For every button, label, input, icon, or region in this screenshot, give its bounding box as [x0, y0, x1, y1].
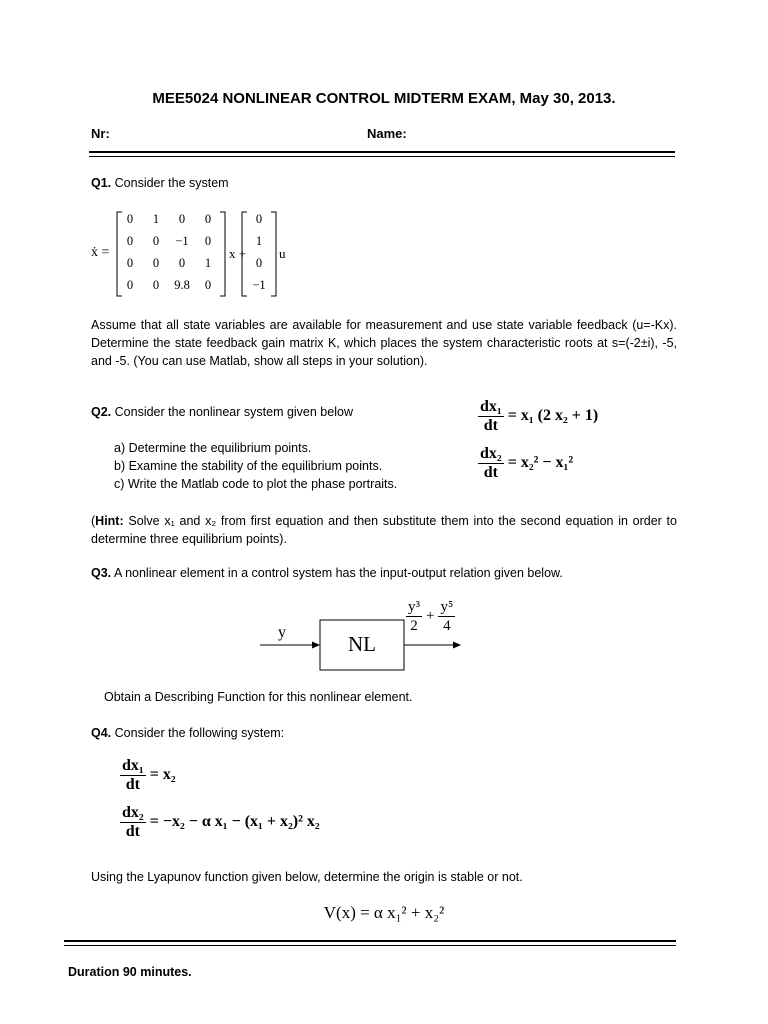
q1-u: u	[279, 246, 286, 261]
q4-label: Q4.	[91, 726, 112, 740]
matrix-a-cell: 0	[126, 256, 134, 270]
matrix-a-cell: 0	[178, 256, 186, 270]
header-rule	[89, 151, 675, 153]
q4-task: Using the Lyapunov function given below, determine the origin is stable or not.	[91, 870, 523, 884]
q3-label: Q3.	[91, 566, 112, 580]
q2-hint-text: Solve x₁ and x₂ from first equation and then substitute them into the second equation in order to determine three equilibrium points).	[91, 514, 677, 546]
q2-eq1-rhs: = x₁ (2 x₂ + 1)	[507, 407, 599, 425]
q4-eq1-den: dt	[125, 776, 140, 793]
q3-out-den2: 4	[443, 618, 451, 634]
q3-out-num2: y⁵	[440, 599, 454, 615]
q1-plus: x +	[229, 246, 247, 261]
q1-heading	[91, 176, 229, 190]
q2-eq1-num: dx₁	[480, 398, 502, 415]
matrix-a-cell: 0	[126, 278, 134, 292]
q3-input-label: y	[278, 624, 286, 641]
q1-lhs: ẋ =	[91, 245, 110, 260]
matrix-a-cell: 1	[152, 212, 160, 226]
q2-eq2-den: dt	[483, 464, 498, 481]
q1-state-equation	[91, 208, 391, 300]
q2-heading	[91, 405, 353, 419]
matrix-a-cell: 0	[204, 212, 212, 226]
q3-block-diagram	[258, 598, 498, 674]
q4-eq1	[120, 757, 176, 794]
q4-eq1-rhs: = x₂	[149, 766, 176, 784]
list-item: c) Write the Matlab code to plot the phase portraits.	[114, 477, 398, 491]
q2-eq1-den: dt	[483, 417, 498, 434]
q3-intro: A nonlinear element in a control system has the input-output relation given below.	[113, 566, 563, 580]
q3-heading	[91, 566, 563, 580]
vector-b-cell: 0	[255, 212, 263, 226]
q4-eq2-rhs: = −x₂ − α x₁ − (x₁ + x₂)² x₂	[149, 813, 320, 831]
matrix-a-cell: 9.8	[174, 278, 190, 292]
list-item: b) Examine the stability of the equilibrium points.	[114, 459, 383, 473]
q3-out-num1: y³	[408, 599, 420, 615]
matrix-a-cell: 1	[204, 256, 212, 270]
matrix-a-cell: −1	[175, 234, 189, 248]
q2-hint-open: (	[91, 514, 96, 528]
q1-intro: Consider the system	[114, 176, 229, 190]
q1-label: Q1.	[91, 176, 112, 190]
footer-rule	[64, 940, 676, 942]
q3-output-expr	[406, 598, 455, 635]
matrix-a-cell: 0	[204, 278, 212, 292]
footer-duration: Duration 90 minutes.	[68, 965, 192, 979]
q2-hint-label: Hint:	[95, 514, 124, 528]
q4-eq2	[120, 804, 320, 841]
q2-intro: Consider the nonlinear system given below	[114, 405, 353, 419]
q2-items	[114, 439, 397, 493]
q3-out-den1: 2	[410, 618, 418, 634]
header-rule-thin	[89, 156, 675, 157]
matrix-a-cell: 0	[126, 212, 134, 226]
q1-text: Assume that all state variables are available for measurement and use state variable feedback (u=-Kx). Determine the state feedback gain matrix K, which places the system characteristic roots at s=(-2±i), -5, and -5. (You can use Matlab, show all steps in your solution).	[91, 318, 677, 368]
q4-intro: Consider the following system:	[114, 726, 285, 740]
q3-out-plus: +	[426, 608, 435, 625]
matrix-a-cell: 0	[152, 234, 160, 248]
matrix-a-cell: 0	[152, 278, 160, 292]
q4-heading	[91, 726, 284, 740]
matrix-a-cell: 0	[126, 234, 134, 248]
list-item: a) Determine the equilibrium points.	[114, 441, 312, 455]
q4-lyapunov: V(x) = α x₁² + x₂²	[323, 903, 445, 922]
q2-eq2-rhs: = x₂² − x₁²	[507, 454, 574, 472]
q4-eq2-num: dx₂	[122, 804, 144, 821]
q3-task: Obtain a Describing Function for this nonlinear element.	[104, 690, 413, 704]
q3-block-label: NL	[348, 632, 376, 656]
q2-hint	[91, 512, 677, 548]
nr-label: Nr:	[91, 126, 110, 141]
vector-b-cell: 1	[255, 234, 263, 248]
q2-eq2	[478, 445, 573, 482]
matrix-a-cell: 0	[204, 234, 212, 248]
vector-b-cell: −1	[252, 278, 266, 292]
vector-b	[248, 212, 272, 296]
q2-eq1	[478, 398, 598, 435]
footer-rule-thin	[64, 945, 676, 946]
q4-eq1-num: dx₁	[122, 757, 144, 774]
q2-eq2-num: dx₂	[480, 445, 502, 462]
q4-eq2-den: dt	[125, 823, 140, 840]
matrix-a-cell: 0	[178, 212, 186, 226]
q2-label: Q2.	[91, 405, 112, 419]
matrix-a-cell: 0	[152, 256, 160, 270]
name-label: Name:	[367, 126, 407, 141]
matrix-a	[119, 212, 223, 296]
vector-b-cell: 0	[255, 256, 263, 270]
exam-title: MEE5024 NONLINEAR CONTROL MIDTERM EXAM, May 30, 2013.	[152, 90, 616, 107]
